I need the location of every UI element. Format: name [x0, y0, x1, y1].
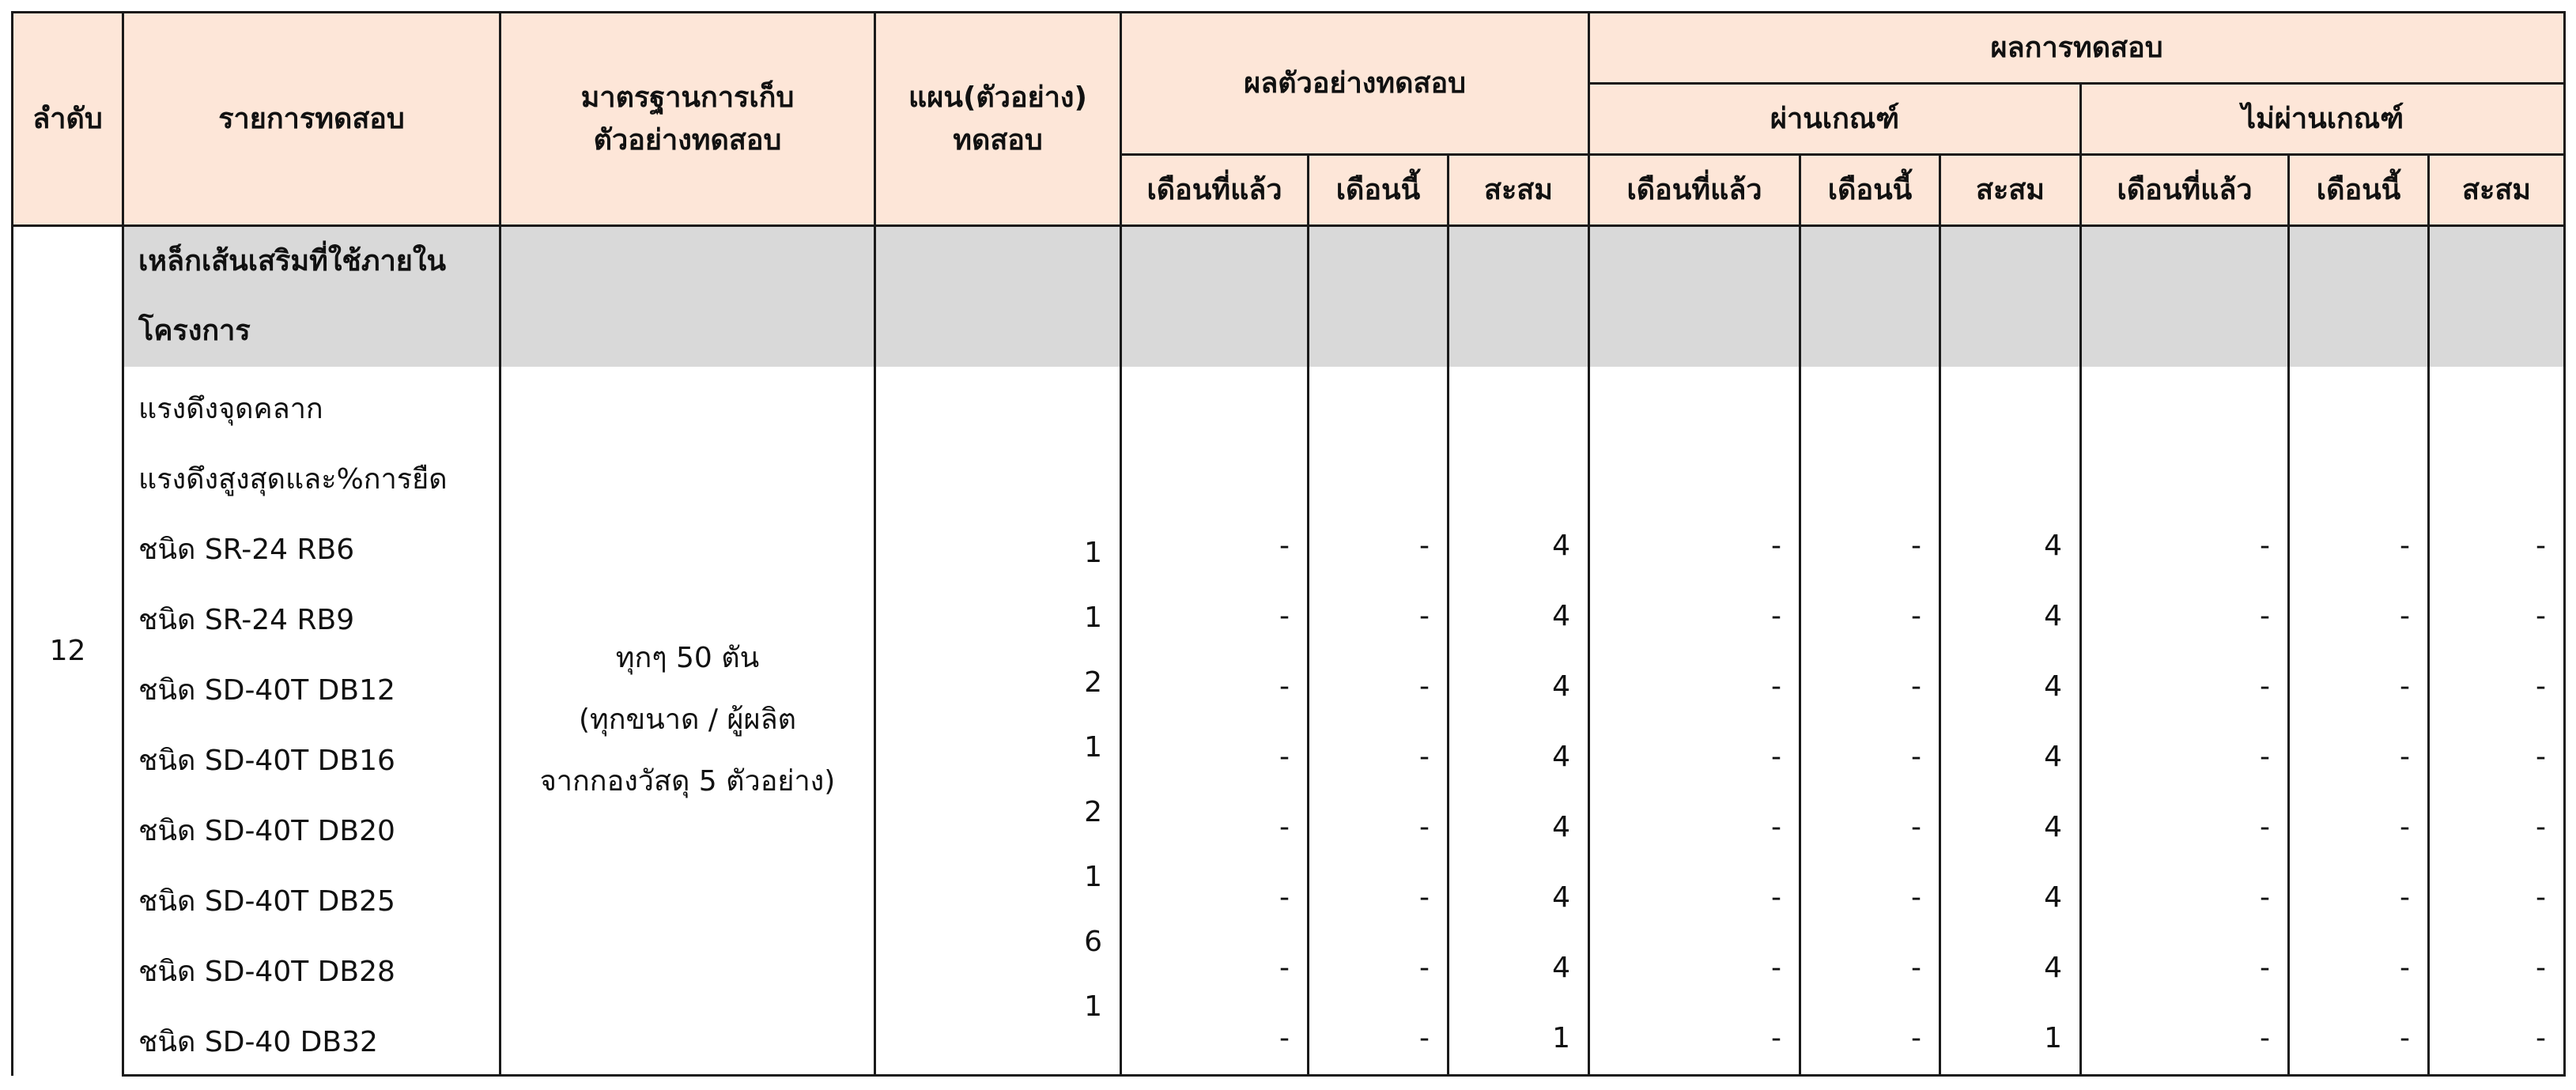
item-list-cell: [123, 367, 500, 1076]
sample-last-value: -: [1279, 881, 1290, 914]
test-item: ชนิด SR-24 RB9: [138, 603, 355, 636]
sample-cum-value: 4: [1552, 669, 1571, 703]
plan-value: 6: [1084, 925, 1102, 958]
pass-this-value: -: [1911, 599, 1922, 632]
category-standard: [500, 226, 875, 367]
header-plan: [875, 13, 1121, 226]
category-fail-last: [2081, 226, 2289, 367]
standard-line2: (ทุกขนาด / ผู้ผลิต: [578, 703, 797, 737]
plan-value: 2: [1084, 666, 1102, 699]
test-item: ชนิด SR-24 RB6: [138, 533, 355, 566]
test-item: ชนิด SD-40 DB32: [138, 1025, 378, 1058]
test-item: ชนิด SD-40T DB25: [138, 884, 395, 918]
fail-last-value: -: [2260, 740, 2271, 773]
plan-value: 1: [1084, 990, 1102, 1023]
sample-this-value: -: [1419, 810, 1430, 843]
fail-this-cell: [2289, 367, 2429, 1076]
category-line1: เหล็กเส้นเสริมที่ใช้ภายใน: [138, 245, 447, 277]
header-pass-cumulative: สะสม: [1940, 155, 2081, 226]
sample-cum-value: 4: [1552, 740, 1571, 773]
category-plan: [875, 226, 1121, 367]
fail-last-value: -: [2260, 951, 2271, 984]
row-seq: 12: [13, 226, 123, 1076]
sample-this-value: -: [1419, 529, 1430, 562]
header-seq: ลำดับ: [13, 13, 123, 226]
pass-this-value: -: [1911, 881, 1922, 914]
sample-cum-value: 1: [1552, 1021, 1571, 1054]
sample-last-value: -: [1279, 599, 1290, 632]
pass-cum-value: 4: [2044, 740, 2063, 773]
fail-this-value: -: [2400, 529, 2411, 562]
fail-this-value: -: [2400, 1021, 2411, 1054]
sample-last-cell: [1121, 367, 1309, 1076]
pass-this-value: -: [1911, 951, 1922, 984]
sample-last-value: -: [1279, 810, 1290, 843]
pass-cum-value: 4: [2044, 529, 2063, 562]
category-pass-last: [1589, 226, 1800, 367]
sample-this-value: -: [1419, 951, 1430, 984]
category-fail-cum: [2429, 226, 2565, 367]
header-sample-cumulative: สะสม: [1449, 155, 1589, 226]
header-standard-line1: มาตรฐานการเก็บ: [580, 81, 795, 114]
fail-cum-value: -: [2536, 599, 2547, 632]
sample-cum-cell: [1449, 367, 1589, 1076]
pass-last-value: -: [1771, 1021, 1782, 1054]
pass-last-value: -: [1771, 740, 1782, 773]
fail-cum-cell: [2429, 367, 2565, 1076]
sample-this-value: -: [1419, 740, 1430, 773]
sample-cum-value: 4: [1552, 599, 1571, 632]
pass-cum-value: 4: [2044, 951, 2063, 984]
fail-last-value: -: [2260, 810, 2271, 843]
pass-cum-value: 4: [2044, 599, 2063, 632]
fail-cum-value: -: [2536, 951, 2547, 984]
pass-this-value: -: [1911, 810, 1922, 843]
header-standard-line2: ตัวอย่างทดสอบ: [593, 123, 782, 157]
pass-last-value: -: [1771, 810, 1782, 843]
pass-last-value: -: [1771, 951, 1782, 984]
sample-last-value: -: [1279, 951, 1290, 984]
fail-cum-value: -: [2536, 529, 2547, 562]
sample-cum-value: 4: [1552, 810, 1571, 843]
test-item: แรงดึงสูงสุดและ%การยืด: [138, 462, 448, 496]
test-item: ชนิด SD-40T DB20: [138, 814, 395, 847]
sample-this-value: -: [1419, 881, 1430, 914]
pass-cum-value: 4: [2044, 810, 2063, 843]
fail-last-value: -: [2260, 599, 2271, 632]
sample-this-value: -: [1419, 669, 1430, 703]
fail-this-value: -: [2400, 951, 2411, 984]
pass-cum-value: 1: [2044, 1021, 2063, 1054]
header-sample-this-month: เดือนนี้: [1309, 155, 1449, 226]
category-pass-this: [1800, 226, 1940, 367]
pass-last-cell: [1589, 367, 1800, 1076]
sample-this-value: -: [1419, 599, 1430, 632]
header-fail-cumulative: สะสม: [2429, 155, 2565, 226]
fail-this-value: -: [2400, 881, 2411, 914]
standard-line3: จากกองวัสดุ 5 ตัวอย่าง): [539, 765, 836, 798]
pass-last-value: -: [1771, 529, 1782, 562]
header-fail-last-month: เดือนที่แล้ว: [2081, 155, 2289, 226]
category-line2: โครงการ: [138, 315, 251, 347]
fail-cum-value: -: [2536, 669, 2547, 703]
standard-line1: ทุกๆ 50 ตัน: [615, 642, 760, 675]
pass-this-cell: [1800, 367, 1940, 1076]
test-item: ชนิด SD-40T DB16: [138, 744, 395, 777]
pass-this-value: -: [1911, 529, 1922, 562]
plan-value: 1: [1084, 536, 1102, 569]
test-item: ชนิด SD-40T DB12: [138, 673, 395, 707]
pass-cum-cell: [1940, 367, 2081, 1076]
category-pass-cum: [1940, 226, 2081, 367]
plan-value: 1: [1084, 730, 1102, 764]
pass-last-value: -: [1771, 881, 1782, 914]
plan-value: 1: [1084, 860, 1102, 893]
plan-value: 1: [1084, 601, 1102, 634]
sample-last-value: -: [1279, 669, 1290, 703]
test-item: แรงดึงจุดคลาก: [138, 392, 323, 425]
header-pass-last-month: เดือนที่แล้ว: [1589, 155, 1800, 226]
test-item: ชนิด SD-40T DB28: [138, 955, 395, 988]
category-sample-this: [1309, 226, 1449, 367]
header-plan-line2: ทดสอบ: [953, 123, 1043, 157]
fail-cum-value: -: [2536, 740, 2547, 773]
header-sample-last-month: เดือนที่แล้ว: [1121, 155, 1309, 226]
header-sample-results: ผลตัวอย่างทดสอบ: [1121, 13, 1589, 155]
header-fail-this-month: เดือนนี้: [2289, 155, 2429, 226]
sample-this-cell: [1309, 367, 1449, 1076]
category-sample-cum: [1449, 226, 1589, 367]
fail-cum-value: -: [2536, 881, 2547, 914]
fail-last-value: -: [2260, 669, 2271, 703]
sample-last-value: -: [1279, 529, 1290, 562]
plan-cell: [875, 367, 1121, 1076]
pass-last-value: -: [1771, 599, 1782, 632]
test-results-table: [11, 11, 2566, 1077]
fail-last-cell: [2081, 367, 2289, 1076]
pass-cum-value: 4: [2044, 881, 2063, 914]
fail-this-value: -: [2400, 810, 2411, 843]
pass-this-value: -: [1911, 1021, 1922, 1054]
category-label: [123, 226, 500, 367]
sample-this-value: -: [1419, 1021, 1430, 1054]
fail-last-value: -: [2260, 529, 2271, 562]
fail-cum-value: -: [2536, 810, 2547, 843]
standard-cell: [500, 367, 875, 1076]
fail-cum-value: -: [2536, 1021, 2547, 1054]
header-test-results: ผลการทดสอบ: [1589, 13, 2565, 84]
fail-this-value: -: [2400, 599, 2411, 632]
pass-this-value: -: [1911, 740, 1922, 773]
header-pass-this-month: เดือนนี้: [1800, 155, 1940, 226]
fail-this-value: -: [2400, 669, 2411, 703]
sample-cum-value: 4: [1552, 951, 1571, 984]
header-passed: ผ่านเกณฑ์: [1589, 84, 2081, 155]
header-failed: ไม่ผ่านเกณฑ์: [2081, 84, 2565, 155]
sample-last-value: -: [1279, 1021, 1290, 1054]
pass-last-value: -: [1771, 669, 1782, 703]
fail-this-value: -: [2400, 740, 2411, 773]
sample-last-value: -: [1279, 740, 1290, 773]
fail-last-value: -: [2260, 881, 2271, 914]
category-fail-this: [2289, 226, 2429, 367]
header-standard: [500, 13, 875, 226]
pass-this-value: -: [1911, 669, 1922, 703]
category-sample-last: [1121, 226, 1309, 367]
header-item: รายการทดสอบ: [123, 13, 500, 226]
fail-last-value: -: [2260, 1021, 2271, 1054]
header-plan-line1: แผน(ตัวอย่าง): [908, 81, 1087, 114]
sample-cum-value: 4: [1552, 529, 1571, 562]
pass-cum-value: 4: [2044, 669, 2063, 703]
plan-value: 2: [1084, 795, 1102, 828]
sample-cum-value: 4: [1552, 881, 1571, 914]
